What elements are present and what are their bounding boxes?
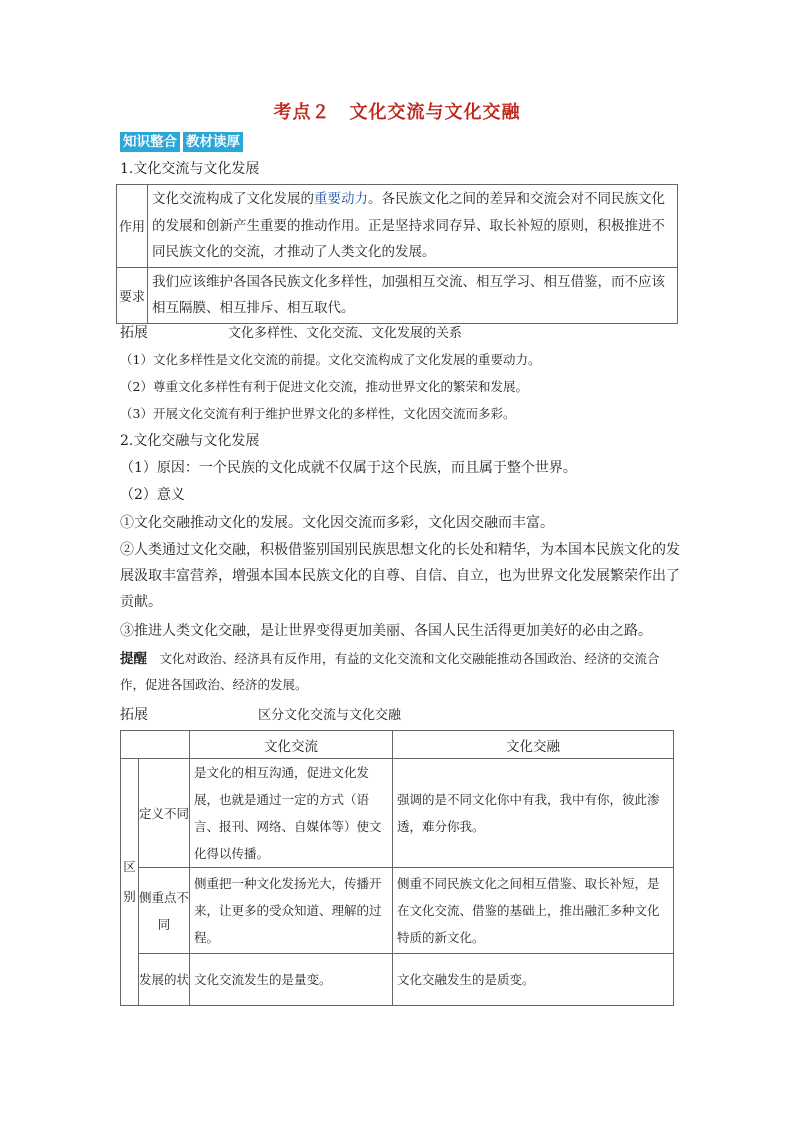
section2-point-2: ②人类通过文化交融，积极借鉴别国别民族思想文化的长处和精华，为本国本民族文化的发展汲取丰富营养，增强本国本民族文化的自尊、自信、自立，也为世界文化发展繁荣作出了贡献。 — [120, 542, 680, 610]
cell-exchange: 文化交流发生的是量变。 — [190, 954, 393, 1006]
extend1-item-1: （1）文化多样性是文化交流的前提。文化交流构成了文化发展的重要动力。 — [120, 352, 541, 367]
cell-exchange: 侧重把一种文化发扬光大，传播开来，让更多的受众知道、理解的过程。 — [190, 868, 393, 954]
comparison-table — [120, 730, 674, 1006]
group-label-difference: 区别 — [121, 759, 139, 1006]
section-badges — [120, 132, 243, 152]
table-header-row — [121, 731, 674, 759]
row-label: 侧重点不同 — [139, 868, 190, 954]
header-empty-cell — [121, 731, 190, 759]
cell-fusion: 强调的是不同文化你中有我，我中有你，彼此渗透，难分你我。 — [393, 759, 674, 868]
row-label-requirement: 要求 — [117, 267, 148, 323]
badge-knowledge: 知识整合 — [120, 132, 180, 152]
table-row — [121, 868, 674, 954]
role-text-post: 。各民族文化之间的差异和交流会对不同民族文化的发展和创新产生重要的推动作用。正是坚持求同存异、取长补短的原则，积极推进不同民族文化的交流，才推动了人类文化的发展。 — [152, 191, 665, 260]
section2-point-3: ③推进人类文化交融，是让世界变得更加美丽、各国人民生活得更加美好的必由之路。 — [120, 623, 652, 639]
role-text-pre: 文化交流构成了文化发展的 — [152, 191, 314, 207]
page-title: 考点２ 文化交流与文化交融 — [273, 102, 521, 123]
row-label: 发展的状 — [139, 954, 190, 1006]
table-row — [121, 759, 674, 868]
reminder — [120, 646, 680, 698]
table-row — [117, 267, 678, 323]
extend2-header — [120, 702, 680, 729]
header-culture-exchange: 文化交流 — [190, 731, 393, 759]
role-text — [148, 185, 678, 268]
section2-heading: 2.文化交融与文化发展 — [120, 433, 260, 449]
reminder-text: 文化对政治、经济具有反作用，有益的文化交流和文化交融能推动各国政治、经济的交流合作，促进各国政治、经济的发展。 — [120, 651, 660, 692]
cell-exchange: 是文化的相互沟通，促进文化发展，也就是通过一定的方式（语言、报刊、网络、自媒体等）使文化得以传播。 — [190, 759, 393, 868]
badge-textbook: 教材读厚 — [183, 132, 243, 152]
requirement-text: 我们应该维护各国各民族文化多样性，加强相互交流、相互学习、相互借鉴，而不应该相互隔膜、相互排斥、相互取代。 — [148, 267, 678, 323]
row-label: 定义不同 — [139, 759, 190, 868]
header-culture-fusion: 文化交融 — [393, 731, 674, 759]
cell-fusion: 文化交融发生的是质变。 — [393, 954, 674, 1006]
reminder-label: 提醒 — [120, 651, 147, 667]
extend1-header — [120, 320, 680, 347]
section2-point-1: ①文化交融推动文化的发展。文化因交流而多彩，文化因交融而丰富。 — [120, 515, 554, 531]
extend1-item-2: （2）尊重文化多样性有利于促进文化交流，推动世界文化的繁荣和发展。 — [120, 379, 528, 394]
extend2-label: 拓展 — [120, 707, 148, 723]
role-requirement-table — [116, 184, 678, 324]
role-text-emphasis: 重要动力 — [314, 191, 368, 207]
section2-meaning-label: （2）意义 — [120, 487, 185, 503]
extend1-title: 文化多样性、文化交流、文化发展的关系 — [228, 326, 463, 341]
section2-reason: （1）原因：一个民族的文化成就不仅属于这个民族，而且属于整个世界。 — [120, 460, 577, 476]
extend1-item-3: （3）开展文化交流有利于维护世界文化的多样性，文化因交流而多彩。 — [120, 406, 516, 421]
table-row — [121, 954, 674, 1006]
cell-fusion: 侧重不同民族文化之间相互借鉴、取长补短，是在文化交流、借鉴的基础上，推出融汇多种文化特质的新文化。 — [393, 868, 674, 954]
row-label-role: 作用 — [117, 185, 148, 268]
section1-heading: 1.文化交流与文化发展 — [120, 161, 260, 177]
table-row — [117, 185, 678, 268]
extend2-title: 区分文化交流与文化交融 — [258, 708, 402, 723]
extend1-label: 拓展 — [120, 325, 148, 341]
